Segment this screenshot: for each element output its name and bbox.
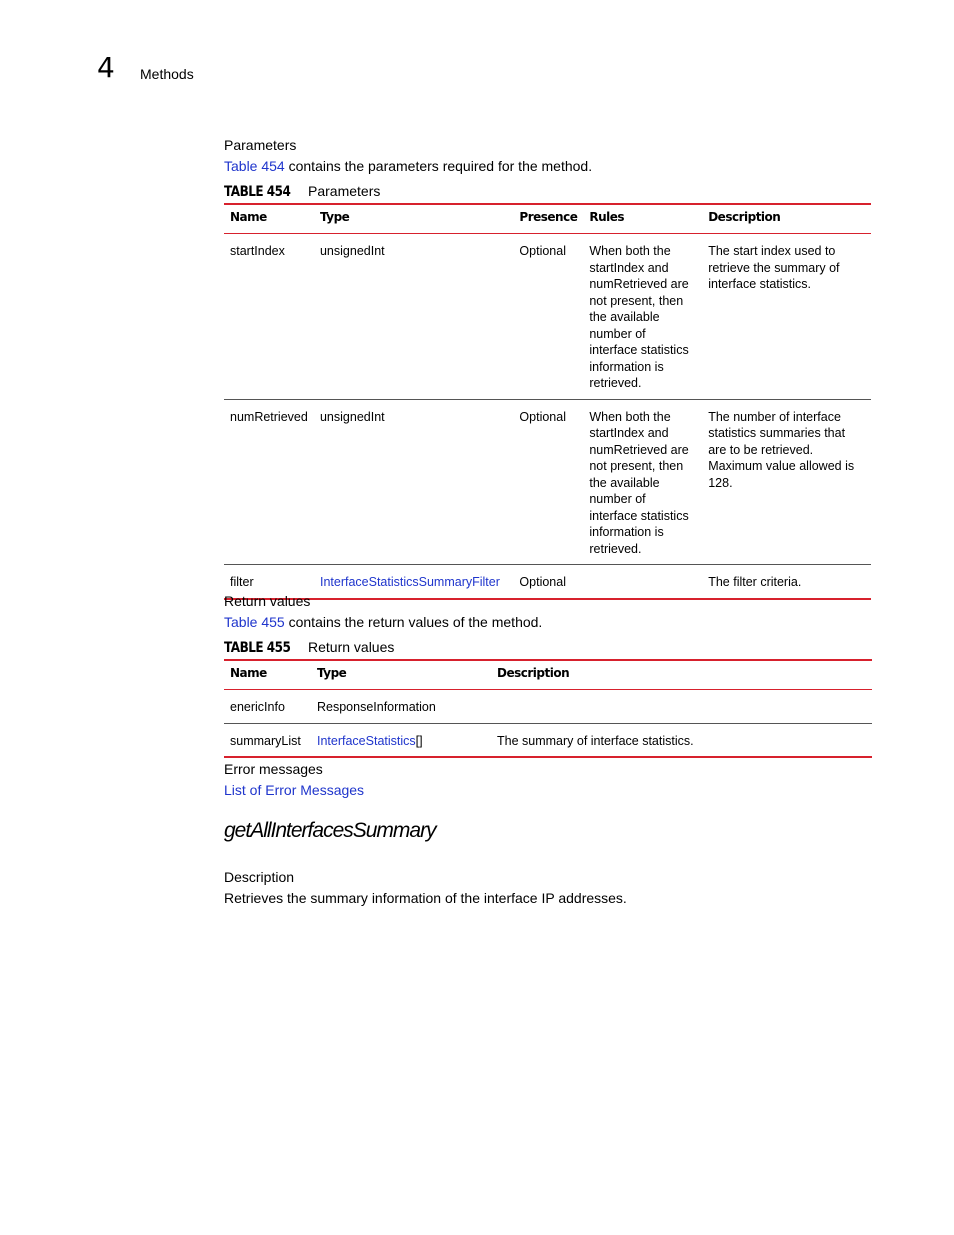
cell-type: ResponseInformation — [311, 690, 491, 724]
cell-description: The number of interface statistics summaries that are to be retrieved. Maximum value allowed is 128. — [702, 399, 871, 565]
cell-type — [314, 565, 513, 599]
return-values-intro — [224, 614, 542, 630]
cell-type: unsignedInt — [314, 234, 513, 400]
table-row — [224, 399, 871, 565]
table-455-caption — [224, 639, 394, 656]
column-header: Rules — [583, 204, 702, 234]
column-header: Name — [224, 660, 311, 690]
description-text: Retrieves the summary information of the interface IP addresses. — [224, 890, 627, 906]
table-454-label: TABLE 454 — [224, 184, 291, 200]
table-header-row — [224, 204, 871, 234]
type-link[interactable]: InterfaceStatisticsSummaryFilter — [319, 575, 500, 589]
return-values-intro-text: contains the return values of the method. — [284, 614, 543, 630]
table-row — [224, 723, 872, 757]
table-455-link[interactable]: Table 455 — [224, 614, 285, 630]
column-header: Type — [314, 204, 513, 234]
cell-rules: When both the startIndex and numRetrieved are not present, then the available number of interface statistics information is retrieved. — [583, 399, 702, 565]
return-values-heading: Return values — [224, 593, 311, 609]
description-heading: Description — [224, 869, 295, 885]
column-header: Description — [702, 204, 871, 234]
table-header-row — [224, 660, 872, 690]
table-455-title: Return values — [308, 639, 395, 655]
parameters-intro-text: contains the parameters required for the method. — [284, 158, 593, 174]
cell-description — [491, 690, 872, 724]
cell-name: enericInfo — [224, 690, 311, 724]
cell-rules — [583, 565, 702, 599]
type-suffix: [] — [415, 733, 423, 748]
table-455-label: TABLE 455 — [224, 640, 291, 656]
error-messages-heading: Error messages — [224, 761, 323, 777]
table-row — [224, 234, 871, 400]
cell-description: The summary of interface statistics. — [491, 723, 872, 757]
column-header: Presence — [513, 204, 583, 234]
return-values-table — [224, 659, 872, 758]
column-header: Description — [491, 660, 872, 690]
cell-name: startIndex — [224, 234, 314, 400]
table-row — [224, 690, 872, 724]
cell-name: numRetrieved — [224, 399, 314, 565]
cell-name: summaryList — [224, 723, 311, 757]
cell-description: The start index used to retrieve the summary of interface statistics. — [702, 234, 871, 400]
chapter-title: Methods — [140, 66, 194, 82]
cell-name: filter — [224, 565, 314, 599]
parameters-heading: Parameters — [224, 137, 297, 153]
table-454-link[interactable]: Table 454 — [224, 158, 285, 174]
cell-rules: When both the startIndex and numRetrieved are not present, then the available number of interface statistics information is retrieved. — [583, 234, 702, 400]
cell-type: unsignedInt — [314, 399, 513, 565]
column-header: Type — [311, 660, 491, 690]
cell-description: The filter criteria. — [702, 565, 871, 599]
error-messages-link[interactable]: List of Error Messages — [224, 782, 365, 798]
parameters-table — [224, 203, 871, 600]
cell-presence: Optional — [513, 565, 583, 599]
cell-type — [311, 723, 491, 757]
table-454-caption — [224, 183, 380, 200]
column-header: Name — [224, 204, 314, 234]
section-title: getAllInterfacesSummary — [224, 819, 436, 842]
parameters-intro — [224, 158, 592, 174]
type-link[interactable]: InterfaceStatistics — [317, 733, 416, 748]
table-454-title: Parameters — [308, 183, 381, 199]
chapter-number: 4 — [97, 51, 115, 84]
cell-presence: Optional — [513, 399, 583, 565]
table-row — [224, 565, 871, 599]
cell-presence: Optional — [513, 234, 583, 400]
